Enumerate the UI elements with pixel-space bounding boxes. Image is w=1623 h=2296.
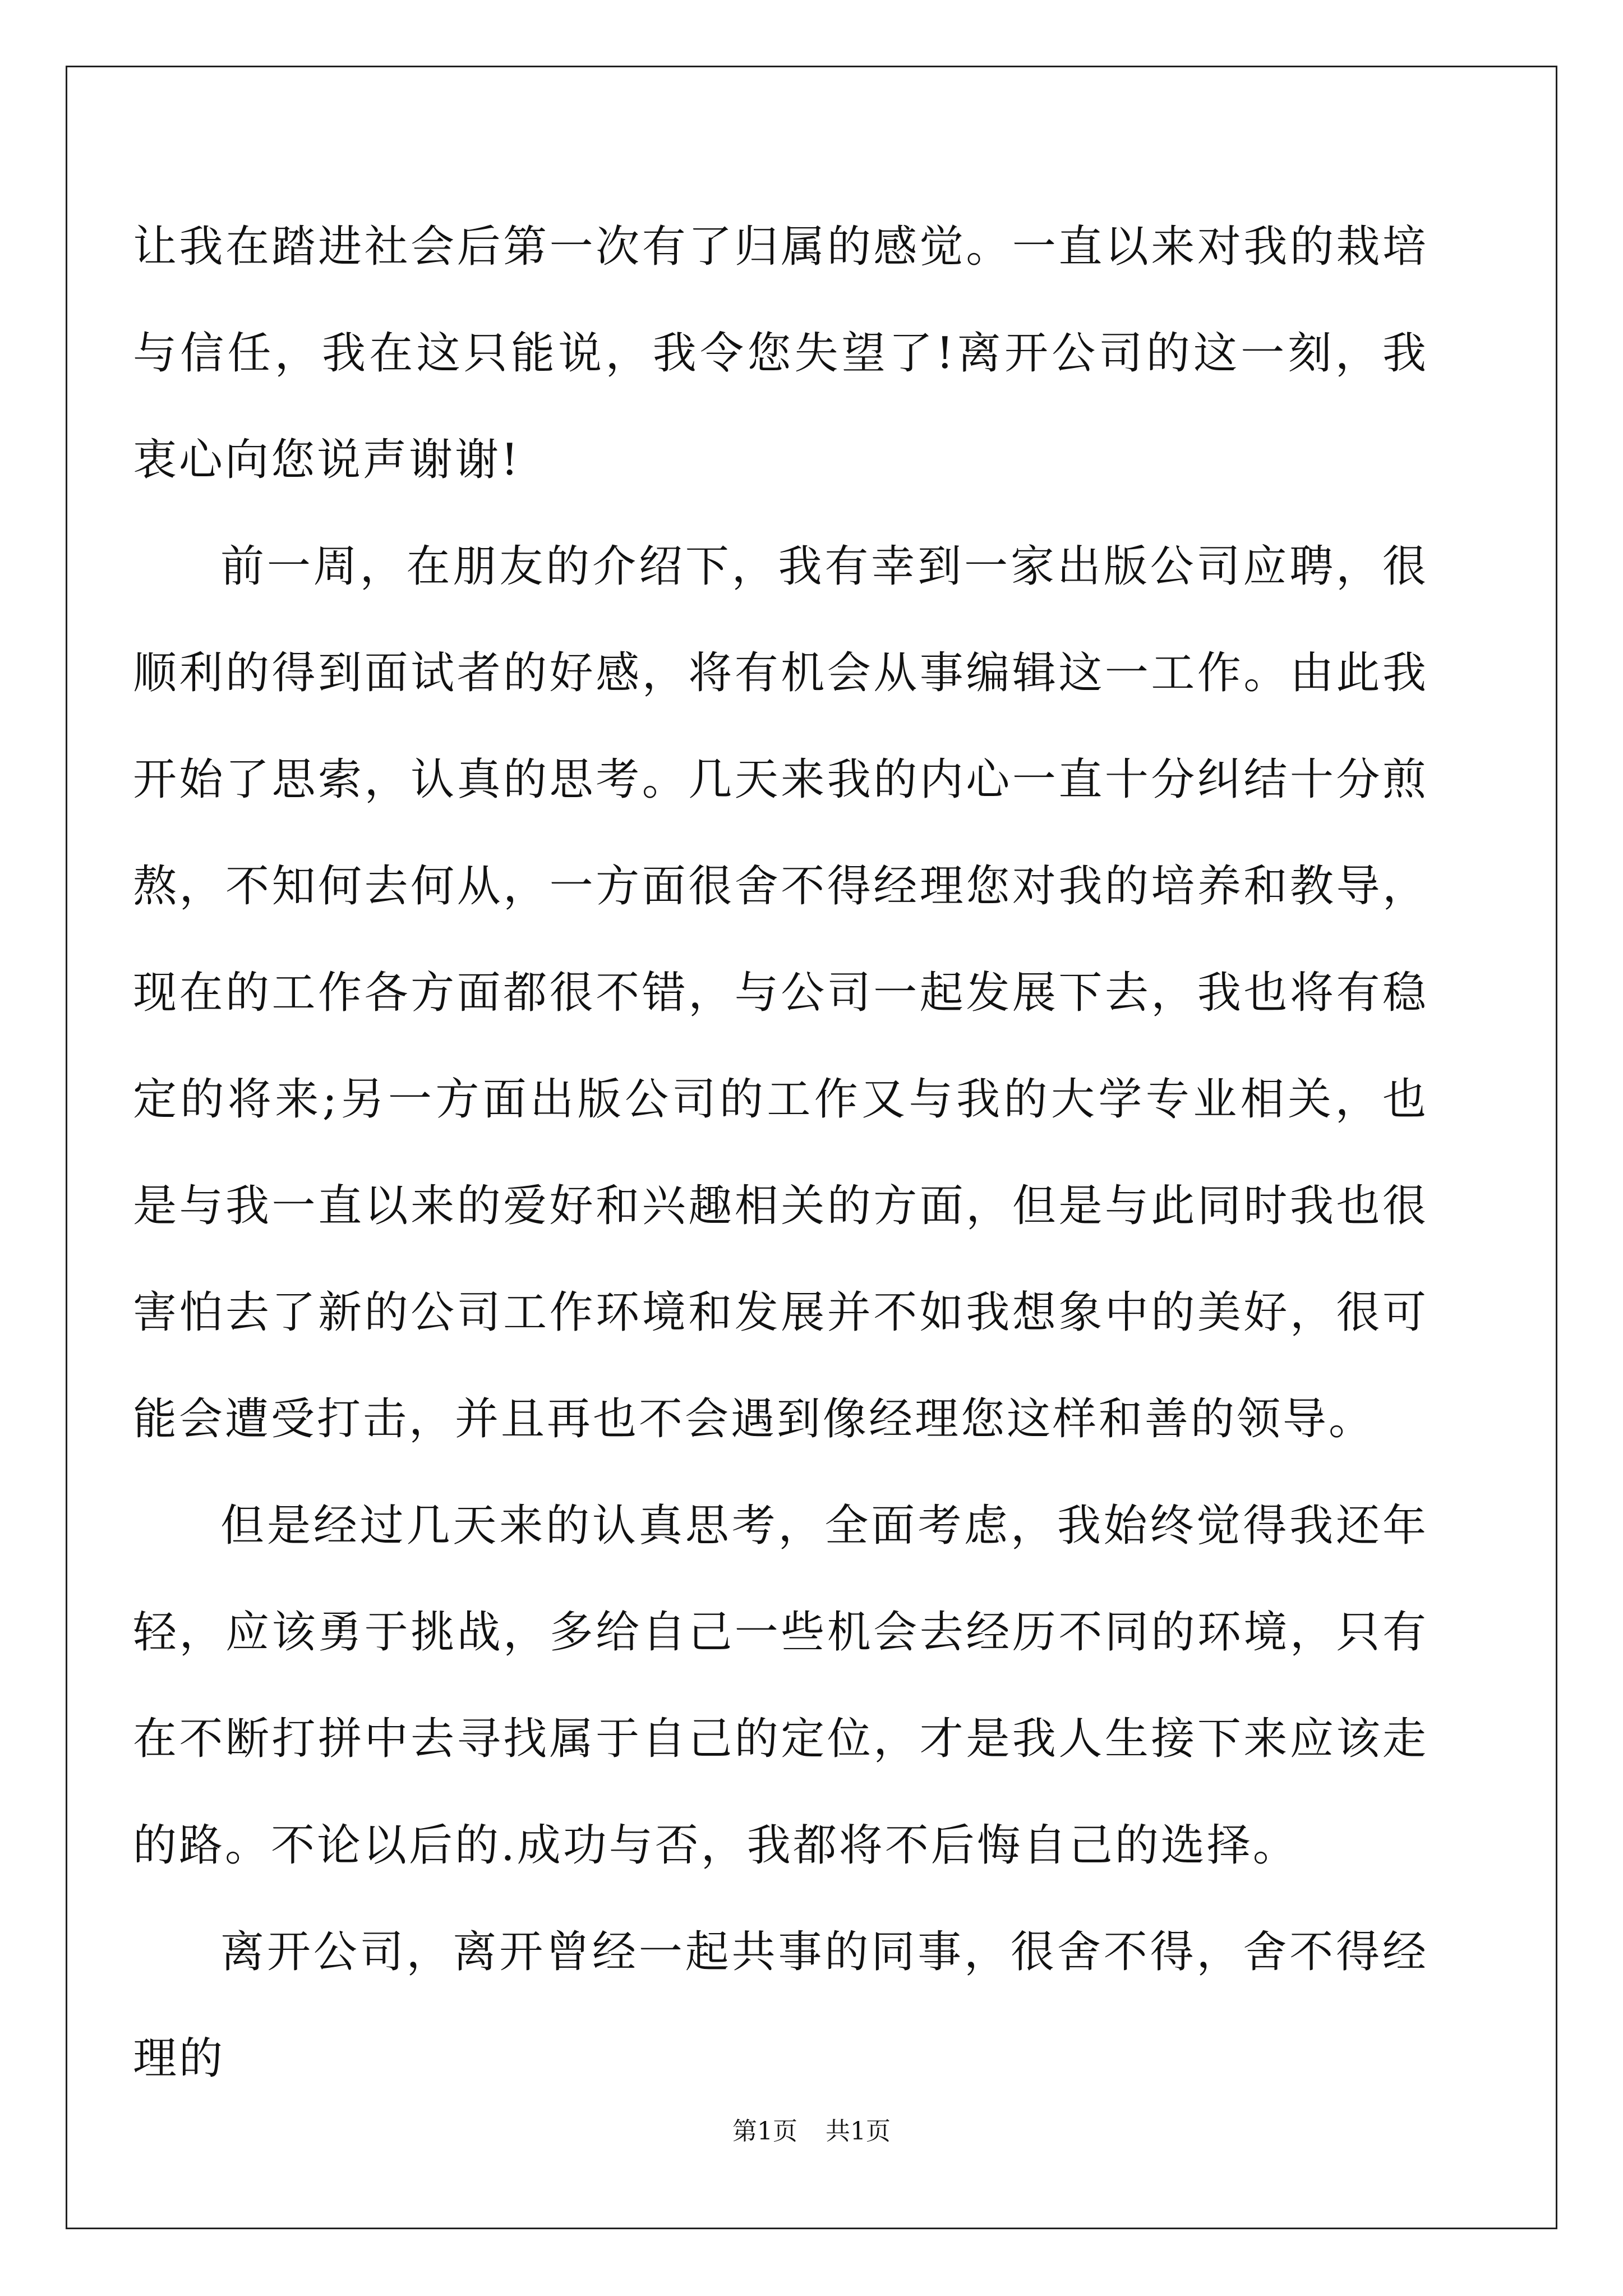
total-pages-label: 共1页: [826, 2117, 891, 2146]
document-body: [133, 194, 1428, 2112]
paragraph-3: 但是经过几天来的认真思考，全面考虑，我始终觉得我还年轻，应该勇于挑战，多给自己一些机会去经历不同的环境，只有在不断打拼中去寻找属于自己的定位，才是我人生接下来应该走的路。不论以后的.成功与否，我都将不后悔自己的选择。: [133, 1501, 1428, 1871]
page-footer: [0, 2115, 1623, 2148]
paragraph-2: 前一周，在朋友的介绍下，我有幸到一家出版公司应聘，很顺利的得到面试者的好感，将有机会从事编辑这一工作。由此我开始了思索，认真的思考。几天来我的内心一直十分纠结十分煎熬，不知何去何从，一方面很舍不得经理您对我的培养和教导，现在的工作各方面都很不错，与公司一起发展下去，我也将有稳定的将来;另一方面出版公司的工作又与我的大学专业相关，也是与我一直以来的爱好和兴趣相关的方面，但是与此同时我也很害怕去了新的公司工作环境和发展并不如我想象中的美好，很可能会遭受打击，并且再也不会遇到像经理您这样和善的领导。: [133, 541, 1428, 1444]
paragraph-1: 让我在踏进社会后第一次有了归属的感觉。一直以来对我的栽培与信任，我在这只能说，我令您失望了!离开公司的这一刻，我衷心向您说声谢谢!: [133, 222, 1428, 485]
current-page-label: 第1页: [732, 2117, 797, 2146]
paragraph-4: 离开公司，离开曾经一起共事的同事，很舍不得，舍不得经理的: [133, 1927, 1428, 2084]
